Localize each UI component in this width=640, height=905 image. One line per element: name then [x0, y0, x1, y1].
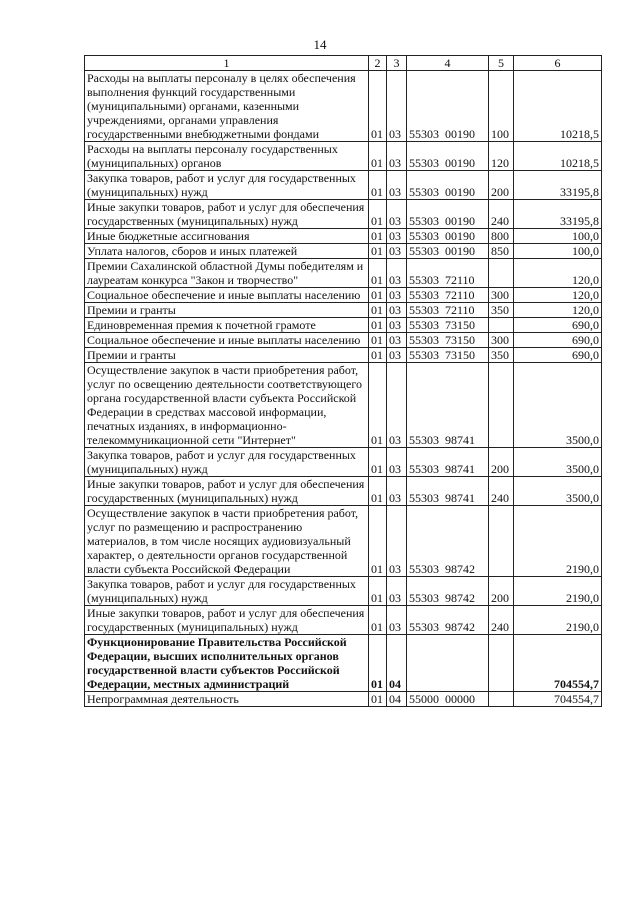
expense-name-cell: Премии и гранты — [85, 303, 369, 318]
section-code-cell: 01 — [369, 303, 387, 318]
section-code-cell: 01 — [369, 71, 387, 142]
subsection-code-cell: 03 — [387, 288, 407, 303]
table-row — [85, 71, 602, 142]
expense-type-cell: 350 — [489, 348, 514, 363]
expense-name-cell: Социальное обеспечение и иные выплаты населению — [85, 333, 369, 348]
expense-type-cell — [489, 363, 514, 448]
subsection-code-cell: 03 — [387, 142, 407, 171]
expense-name-cell: Иные закупки товаров, работ и услуг для обеспечения государственных (муниципальных) нужд — [85, 606, 369, 635]
table-row — [85, 363, 602, 448]
amount-cell: 120,0 — [514, 303, 602, 318]
amount-cell: 33195,8 — [514, 171, 602, 200]
subsection-code-cell: 03 — [387, 363, 407, 448]
table-row — [85, 244, 602, 259]
table-row — [85, 303, 602, 318]
budget-table — [84, 55, 602, 707]
expense-type-cell: 850 — [489, 244, 514, 259]
target-article-cell: 55303 98741 — [407, 477, 489, 506]
section-code-cell: 01 — [369, 477, 387, 506]
subsection-code-cell: 03 — [387, 606, 407, 635]
section-code-cell: 01 — [369, 200, 387, 229]
target-article-cell: 55303 00190 — [407, 200, 489, 229]
expense-type-cell — [489, 692, 514, 707]
column-header: 5 — [489, 56, 514, 71]
section-code-cell: 01 — [369, 577, 387, 606]
target-article-cell: 55303 00190 — [407, 71, 489, 142]
target-article-cell: 55303 72110 — [407, 288, 489, 303]
target-article-cell: 55303 00190 — [407, 171, 489, 200]
expense-name-cell: Уплата налогов, сборов и иных платежей — [85, 244, 369, 259]
section-code-cell: 01 — [369, 692, 387, 707]
table-row — [85, 606, 602, 635]
section-code-cell: 01 — [369, 244, 387, 259]
expense-name-cell: Единовременная премия к почетной грамоте — [85, 318, 369, 333]
target-article-cell: 55303 72110 — [407, 303, 489, 318]
target-article-cell — [407, 635, 489, 692]
amount-cell: 3500,0 — [514, 363, 602, 448]
expense-name-cell: Иные закупки товаров, работ и услуг для обеспечения государственных (муниципальных) нужд — [85, 477, 369, 506]
table-row — [85, 692, 602, 707]
expense-name-cell: Функционирование Правительства Российской Федерации, высших исполнительных органов государственной власти субъектов Российской Федерации, местных администраций — [85, 635, 369, 692]
amount-cell: 2190,0 — [514, 606, 602, 635]
section-code-cell: 01 — [369, 363, 387, 448]
expense-name-cell: Закупка товаров, работ и услуг для государственных (муниципальных) нужд — [85, 171, 369, 200]
table-row — [85, 635, 602, 692]
table-row — [85, 142, 602, 171]
subsection-code-cell: 03 — [387, 506, 407, 577]
table-row — [85, 348, 602, 363]
target-article-cell: 55303 73150 — [407, 333, 489, 348]
expense-type-cell — [489, 635, 514, 692]
column-header: 6 — [514, 56, 602, 71]
section-code-cell: 01 — [369, 259, 387, 288]
amount-cell: 100,0 — [514, 244, 602, 259]
expense-name-cell: Социальное обеспечение и иные выплаты населению — [85, 288, 369, 303]
section-code-cell: 01 — [369, 288, 387, 303]
amount-cell: 2190,0 — [514, 506, 602, 577]
column-header: 2 — [369, 56, 387, 71]
section-code-cell: 01 — [369, 229, 387, 244]
amount-cell: 120,0 — [514, 288, 602, 303]
expense-type-cell: 300 — [489, 288, 514, 303]
amount-cell: 690,0 — [514, 318, 602, 333]
subsection-code-cell: 03 — [387, 477, 407, 506]
amount-cell: 120,0 — [514, 259, 602, 288]
expense-type-cell — [489, 259, 514, 288]
section-code-cell: 01 — [369, 448, 387, 477]
amount-cell: 3500,0 — [514, 477, 602, 506]
table-row — [85, 229, 602, 244]
expense-name-cell: Закупка товаров, работ и услуг для государственных (муниципальных) нужд — [85, 577, 369, 606]
subsection-code-cell: 03 — [387, 200, 407, 229]
amount-cell: 10218,5 — [514, 71, 602, 142]
subsection-code-cell: 03 — [387, 171, 407, 200]
column-header: 4 — [407, 56, 489, 71]
expense-name-cell: Закупка товаров, работ и услуг для государственных (муниципальных) нужд — [85, 448, 369, 477]
expense-type-cell: 100 — [489, 71, 514, 142]
expense-type-cell: 200 — [489, 448, 514, 477]
table-row — [85, 506, 602, 577]
target-article-cell: 55303 98742 — [407, 506, 489, 577]
section-code-cell: 01 — [369, 333, 387, 348]
target-article-cell: 55303 98741 — [407, 363, 489, 448]
column-header: 1 — [85, 56, 369, 71]
subsection-code-cell: 04 — [387, 635, 407, 692]
amount-cell: 704554,7 — [514, 635, 602, 692]
table-row — [85, 288, 602, 303]
table-header-row — [85, 56, 602, 71]
amount-cell: 690,0 — [514, 348, 602, 363]
expense-type-cell: 200 — [489, 577, 514, 606]
amount-cell: 690,0 — [514, 333, 602, 348]
section-code-cell: 01 — [369, 318, 387, 333]
subsection-code-cell: 03 — [387, 348, 407, 363]
subsection-code-cell: 03 — [387, 333, 407, 348]
amount-cell: 2190,0 — [514, 577, 602, 606]
target-article-cell: 55303 98742 — [407, 606, 489, 635]
table-row — [85, 318, 602, 333]
table-row — [85, 577, 602, 606]
amount-cell: 10218,5 — [514, 142, 602, 171]
expense-name-cell: Иные закупки товаров, работ и услуг для обеспечения государственных (муниципальных) нужд — [85, 200, 369, 229]
target-article-cell: 55303 00190 — [407, 142, 489, 171]
amount-cell: 3500,0 — [514, 448, 602, 477]
section-code-cell: 01 — [369, 142, 387, 171]
expense-type-cell — [489, 506, 514, 577]
subsection-code-cell: 03 — [387, 577, 407, 606]
section-code-cell: 01 — [369, 348, 387, 363]
table-row — [85, 477, 602, 506]
target-article-cell: 55303 00190 — [407, 244, 489, 259]
target-article-cell: 55303 72110 — [407, 259, 489, 288]
expense-type-cell: 240 — [489, 606, 514, 635]
target-article-cell: 55303 98742 — [407, 577, 489, 606]
section-code-cell: 01 — [369, 506, 387, 577]
subsection-code-cell: 04 — [387, 692, 407, 707]
subsection-code-cell: 03 — [387, 229, 407, 244]
amount-cell: 33195,8 — [514, 200, 602, 229]
table-row — [85, 200, 602, 229]
section-code-cell: 01 — [369, 606, 387, 635]
expense-name-cell: Премии и гранты — [85, 348, 369, 363]
expense-name-cell: Иные бюджетные ассигнования — [85, 229, 369, 244]
expense-type-cell: 120 — [489, 142, 514, 171]
expense-type-cell: 200 — [489, 171, 514, 200]
expense-type-cell: 350 — [489, 303, 514, 318]
expense-name-cell: Непрограммная деятельность — [85, 692, 369, 707]
expense-type-cell: 800 — [489, 229, 514, 244]
expense-type-cell: 300 — [489, 333, 514, 348]
amount-cell: 704554,7 — [514, 692, 602, 707]
subsection-code-cell: 03 — [387, 259, 407, 288]
subsection-code-cell: 03 — [387, 318, 407, 333]
expense-name-cell: Осуществление закупок в части приобретения работ, услуг по размещению и распространению материалов, в том числе носящих аудиовизуальный характер, о деятельности органов государственной власти субъекта Российской Федерации — [85, 506, 369, 577]
section-code-cell: 01 — [369, 635, 387, 692]
subsection-code-cell: 03 — [387, 303, 407, 318]
expense-type-cell: 240 — [489, 200, 514, 229]
subsection-code-cell: 03 — [387, 448, 407, 477]
page-number: 14 — [313, 37, 327, 52]
target-article-cell: 55303 98741 — [407, 448, 489, 477]
table-row — [85, 171, 602, 200]
expense-name-cell: Расходы на выплаты персоналу государственных (муниципальных) органов — [85, 142, 369, 171]
expense-name-cell: Осуществление закупок в части приобретения работ, услуг по освещению деятельности соответствующего органа государственной власти субъекта Российской Федерации в средствах массовой информации, печатных изданиях, в информационно-телекоммуникационной сети "Интернет" — [85, 363, 369, 448]
column-header: 3 — [387, 56, 407, 71]
table-row — [85, 259, 602, 288]
table-row — [85, 448, 602, 477]
expense-name-cell: Премии Сахалинской областной Думы победителям и лауреатам конкурса "Закон и творчество" — [85, 259, 369, 288]
target-article-cell: 55303 00190 — [407, 229, 489, 244]
target-article-cell: 55303 73150 — [407, 348, 489, 363]
target-article-cell: 55303 73150 — [407, 318, 489, 333]
subsection-code-cell: 03 — [387, 244, 407, 259]
expense-type-cell: 240 — [489, 477, 514, 506]
amount-cell: 100,0 — [514, 229, 602, 244]
expense-type-cell — [489, 318, 514, 333]
expense-name-cell: Расходы на выплаты персоналу в целях обеспечения выполнения функций государственными (муниципальными) органами, казенными учреждениями, органами управления государственными внебюджетными фондами — [85, 71, 369, 142]
section-code-cell: 01 — [369, 171, 387, 200]
table-row — [85, 333, 602, 348]
target-article-cell: 55000 00000 — [407, 692, 489, 707]
subsection-code-cell: 03 — [387, 71, 407, 142]
